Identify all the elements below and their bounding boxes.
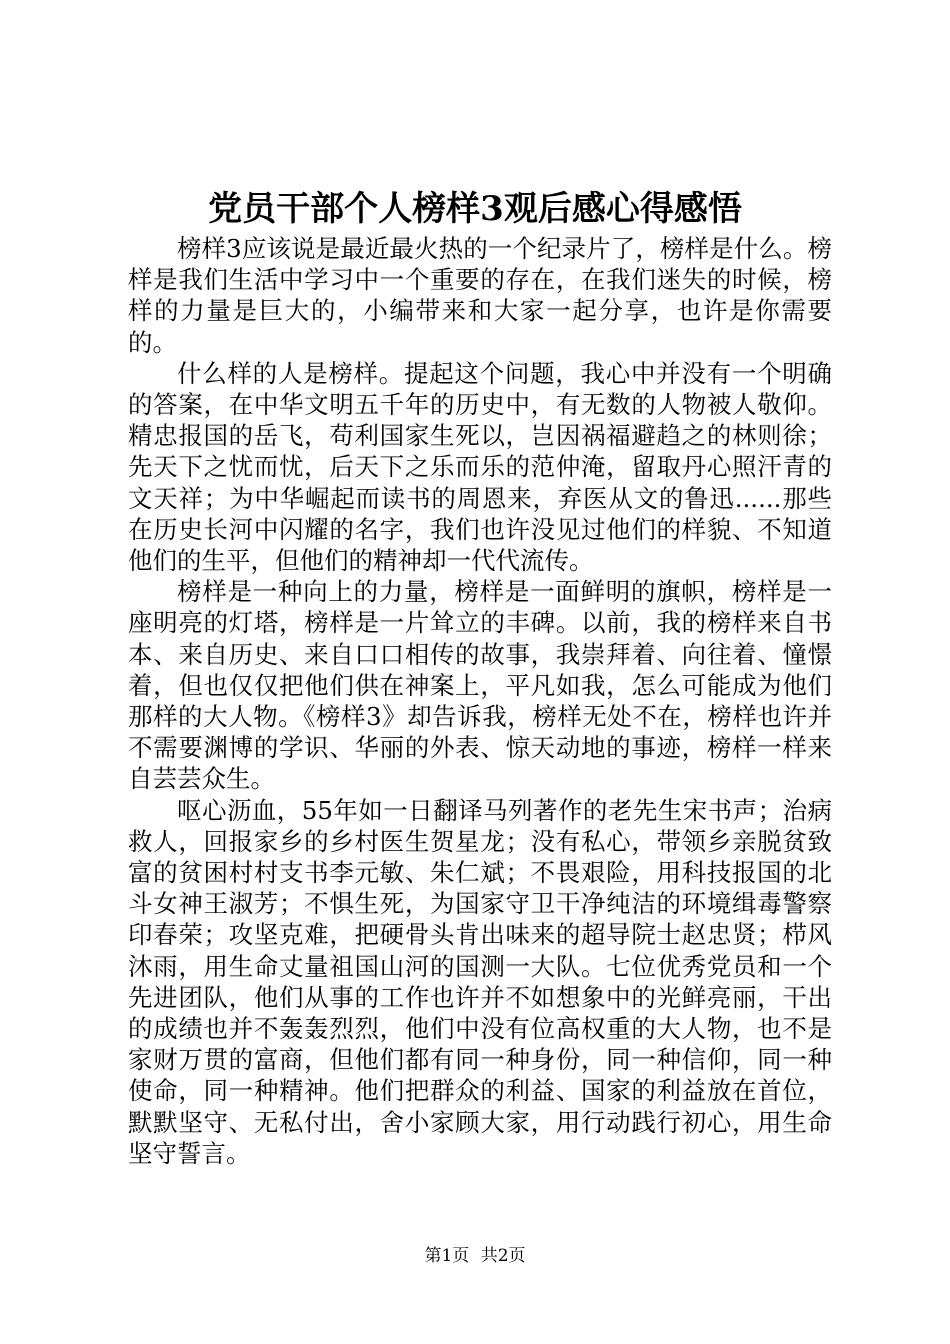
document-body bbox=[128, 233, 832, 1169]
paragraph-3: 榜样是一种向上的力量，榜样是一面鲜明的旗帜，榜样是一座明亮的灯塔，榜样是一片耸立的丰碑。以前，我的榜样来自书本、来自历史、来自口口相传的故事，我崇拜着、向往着、憧憬着，但也仅仅把他们供在神案上，平凡如我，怎么可能成为他们那样的大人物。《榜样3》却告诉我，榜样无处不在，榜样也许并不需要渊博的学识、华丽的外表、惊天动地的事迹，榜样一样来自芸芸众生。 bbox=[128, 577, 832, 794]
paragraph-2: 什么样的人是榜样。提起这个问题，我心中并没有一个明确的答案，在中华文明五千年的历史中，有无数的人物被人敬仰。精忠报国的岳飞，苟利国家生死以，岂因祸福避趋之的林则徐；先天下之忧而忧，后天下之乐而乐的范仲淹，留取丹心照汗青的文天祥；为中华崛起而读书的周恩来，弃医从文的鲁迅......那些在历史长河中闪耀的名字，我们也许没见过他们的样貌、不知道他们的生平，但他们的精神却一代代流传。 bbox=[128, 358, 832, 576]
document-title: 党员干部个人榜样3观后感心得感悟 bbox=[208, 189, 742, 229]
paragraph-4: 呕心沥血，55年如一日翻译马列著作的老先生宋书声；治病救人，回报家乡的乡村医生贺星龙；没有私心，带领乡亲脱贫致富的贫困村村支书李元敏、朱仁斌；不畏艰险，用科技报国的北斗女神王淑芳；不惧生死，为国家守卫干净纯洁的环境缉毒警察印春荣；攻坚克难，把硬骨头肯出味来的超导院士赵忠贤；栉风沐雨，用生命丈量祖国山河的国测一大队。七位优秀党员和一个先进团队，他们从事的工作也许并不如想象中的光鲜亮丽，干出的成绩也并不轰轰烈烈，他们中没有位高权重的大人物，也不是家财万贯的富商，但他们都有同一种身份，同一种信仰，同一种使命，同一种精神。他们把群众的利益、国家的利益放在首位，默默坚守、无私付出，舍小家顾大家，用行动践行初心，用生命坚守誓言。 bbox=[128, 795, 832, 1168]
page-footer bbox=[0, 1245, 950, 1267]
page-number-current: 第1页 bbox=[424, 1246, 470, 1266]
page-number-total: 共2页 bbox=[480, 1246, 526, 1266]
paragraph-1: 榜样3应该说是最近最火热的一个纪录片了，榜样是什么。榜样是我们生活中学习中一个重要的存在，在我们迷失的时候，榜样的力量是巨大的，小编带来和大家一起分享，也许是你需要的。 bbox=[128, 234, 832, 357]
